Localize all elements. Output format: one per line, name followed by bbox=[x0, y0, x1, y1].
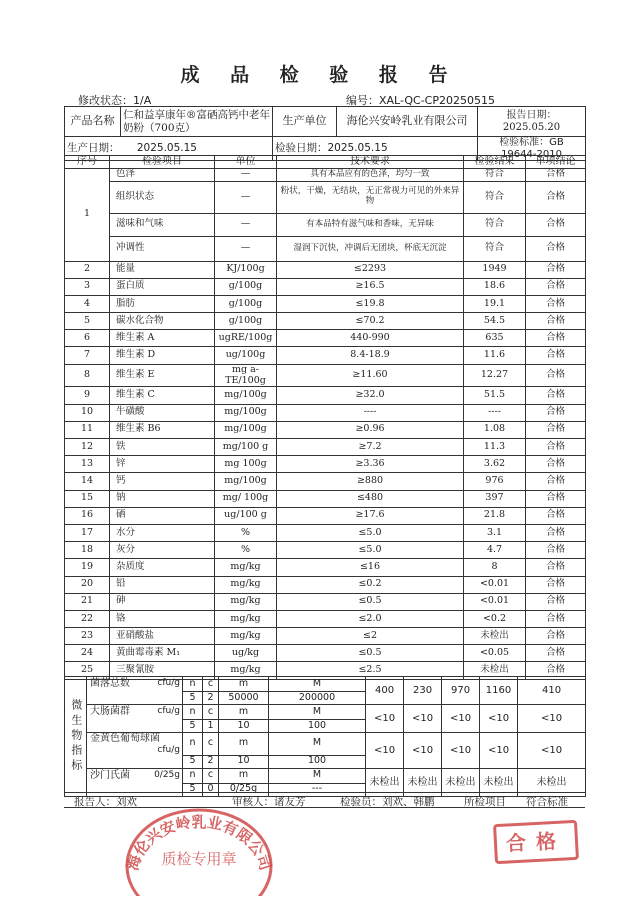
sampling-value: 200000 bbox=[269, 692, 366, 705]
row-unit: % bbox=[215, 524, 277, 541]
row-result: <0.2 bbox=[464, 610, 526, 627]
micro-table bbox=[64, 676, 586, 797]
row-conclusion: 合格 bbox=[526, 313, 586, 330]
column-header: 检验项目 bbox=[110, 156, 215, 169]
column-header: 单项结论 bbox=[526, 156, 586, 169]
row-result: 19.1 bbox=[464, 295, 526, 312]
table-row bbox=[65, 330, 586, 347]
table-row bbox=[65, 364, 586, 387]
reviewer: 审核人：诸友芳 bbox=[232, 796, 306, 808]
row-requirement: 湿润下沉快，冲调后无团块，杯底无沉淀 bbox=[277, 236, 464, 261]
inspection-date: 检验日期：2025.05.15 bbox=[273, 137, 478, 161]
micro-result: <10 bbox=[442, 705, 480, 733]
row-conclusion: 合格 bbox=[526, 456, 586, 473]
row-seq: 10 bbox=[65, 404, 110, 421]
table-row bbox=[65, 542, 586, 559]
row-result: 3.1 bbox=[464, 524, 526, 541]
row-item: 硒 bbox=[110, 507, 215, 524]
sampling-value: 1 bbox=[203, 720, 219, 733]
micro-result: 未检出 bbox=[442, 768, 480, 796]
row-requirement: ≤2.5 bbox=[277, 662, 464, 679]
row-requirement: ≤5.0 bbox=[277, 524, 464, 541]
seal-company-text: 海伦兴安岭乳业有限公司 bbox=[123, 812, 275, 873]
row-seq: 11 bbox=[65, 421, 110, 438]
row-result: <0.01 bbox=[464, 576, 526, 593]
row-unit: mg/kg bbox=[215, 610, 277, 627]
micro-item-unit: cfu/g bbox=[157, 678, 180, 689]
row-result: 未检出 bbox=[464, 628, 526, 645]
row-conclusion: 合格 bbox=[526, 404, 586, 421]
sampling-value: 50000 bbox=[219, 692, 269, 705]
row-item: 牛磺酸 bbox=[110, 404, 215, 421]
row-result: <0.01 bbox=[464, 593, 526, 610]
row-unit: mg/100g bbox=[215, 404, 277, 421]
row-seq: 25 bbox=[65, 662, 110, 679]
product-name-label: 产品名称 bbox=[65, 107, 121, 137]
row-unit: mg/kg bbox=[215, 628, 277, 645]
micro-result: 未检出 bbox=[404, 768, 442, 796]
row-seq: 14 bbox=[65, 473, 110, 490]
row-unit: — bbox=[215, 236, 277, 261]
micro-item bbox=[87, 677, 183, 692]
row-item: 钠 bbox=[110, 490, 215, 507]
sampling-value: 100 bbox=[269, 755, 366, 768]
row-item: 维生素 D bbox=[110, 347, 215, 364]
row-seq: 24 bbox=[65, 645, 110, 662]
row-requirement: ≥16.5 bbox=[277, 278, 464, 295]
row-unit: ug/100g bbox=[215, 347, 277, 364]
table-row bbox=[65, 490, 586, 507]
row-requirement: ≤5.0 bbox=[277, 542, 464, 559]
micro-result: <10 bbox=[518, 705, 586, 733]
row-item: 亚硝酸盐 bbox=[110, 628, 215, 645]
row-item: 维生素 E bbox=[110, 364, 215, 387]
row-unit: mg/kg bbox=[215, 576, 277, 593]
column-header: 单位 bbox=[215, 156, 277, 169]
table-row bbox=[65, 278, 586, 295]
micro-result: 970 bbox=[442, 677, 480, 705]
report-number: 编号：XAL-QC-CP20250515 bbox=[346, 94, 495, 107]
row-requirement: 有本品特有滋气味和香味，无异味 bbox=[277, 213, 464, 236]
table-row bbox=[65, 473, 586, 490]
row-item: 维生素 A bbox=[110, 330, 215, 347]
micro-item-spacer bbox=[87, 755, 183, 768]
column-header: 检验结果 bbox=[464, 156, 526, 169]
inspection-table bbox=[64, 155, 586, 680]
sampling-value: 10 bbox=[219, 720, 269, 733]
row-requirement: ≤0.5 bbox=[277, 593, 464, 610]
micro-result: <10 bbox=[404, 733, 442, 769]
row-seq: 20 bbox=[65, 576, 110, 593]
micro-item-name: 菌落总数 bbox=[90, 678, 130, 690]
row-seq: 18 bbox=[65, 542, 110, 559]
row-item: 水分 bbox=[110, 524, 215, 541]
row-unit: mg/ 100g bbox=[215, 490, 277, 507]
row-unit: mg/kg bbox=[215, 559, 277, 576]
table-row bbox=[65, 213, 586, 236]
row-unit: mg a-TE/100g bbox=[215, 364, 277, 387]
company-seal bbox=[120, 798, 278, 896]
row-seq: 16 bbox=[65, 507, 110, 524]
manufacturer-label: 生产单位 bbox=[273, 107, 337, 137]
items-checked: 所检项目 bbox=[464, 796, 506, 808]
row-unit: mg/kg bbox=[215, 662, 277, 679]
row-item: 三聚氰胺 bbox=[110, 662, 215, 679]
row-requirement: ≥3.36 bbox=[277, 456, 464, 473]
micro-result: <10 bbox=[366, 705, 404, 733]
micro-result: 1160 bbox=[480, 677, 518, 705]
sampling-header: M bbox=[269, 768, 366, 783]
table-row bbox=[65, 387, 586, 404]
row-requirement: ≤19.8 bbox=[277, 295, 464, 312]
row-seq: 21 bbox=[65, 593, 110, 610]
row-unit: — bbox=[215, 181, 277, 213]
row-seq: 6 bbox=[65, 330, 110, 347]
production-date-value: 2025.05.15 bbox=[136, 142, 197, 155]
conforms-standard: 符合标准 bbox=[526, 796, 568, 808]
sampling-header: m bbox=[219, 677, 269, 692]
table-row bbox=[65, 576, 586, 593]
revision-status: 修改状态：1/A bbox=[78, 94, 152, 107]
sampling-header: M bbox=[269, 705, 366, 720]
row-result: 未检出 bbox=[464, 662, 526, 679]
sampling-header: M bbox=[269, 733, 366, 756]
row-unit: — bbox=[215, 168, 277, 181]
column-header-row bbox=[65, 156, 586, 169]
row-seq: 23 bbox=[65, 628, 110, 645]
row-seq: 22 bbox=[65, 610, 110, 627]
sampling-value: 100 bbox=[269, 720, 366, 733]
row-unit: g/100g bbox=[215, 295, 277, 312]
row-conclusion: 合格 bbox=[526, 628, 586, 645]
row-item: 滋味和气味 bbox=[110, 213, 215, 236]
row-conclusion: 合格 bbox=[526, 295, 586, 312]
sampling-header: m bbox=[219, 733, 269, 756]
row-requirement: ≥32.0 bbox=[277, 387, 464, 404]
micro-result: 230 bbox=[404, 677, 442, 705]
row-result: 54.5 bbox=[464, 313, 526, 330]
row-result: 11.3 bbox=[464, 439, 526, 456]
table-row bbox=[65, 347, 586, 364]
row-unit: KJ/100g bbox=[215, 261, 277, 278]
row-item: 灰分 bbox=[110, 542, 215, 559]
row-item: 维生素 B6 bbox=[110, 421, 215, 438]
row-unit: g/100g bbox=[215, 278, 277, 295]
table-row bbox=[65, 168, 586, 181]
sampling-header: c bbox=[203, 677, 219, 692]
row-seq: 12 bbox=[65, 439, 110, 456]
row-seq: 15 bbox=[65, 490, 110, 507]
micro-result: <10 bbox=[480, 705, 518, 733]
row-conclusion: 合格 bbox=[526, 507, 586, 524]
table-row bbox=[65, 507, 586, 524]
table-row bbox=[65, 610, 586, 627]
micro-item-name: 金黄色葡萄球菌 bbox=[90, 733, 160, 744]
row-requirement: ≥11.60 bbox=[277, 364, 464, 387]
row-item: 冲调性 bbox=[110, 236, 215, 261]
row-conclusion: 合格 bbox=[526, 559, 586, 576]
table-row bbox=[65, 313, 586, 330]
micro-item-name: 沙门氏菌 bbox=[90, 770, 130, 782]
row-item: 脂肪 bbox=[110, 295, 215, 312]
table-row bbox=[65, 236, 586, 261]
sampling-value: 5 bbox=[183, 720, 203, 733]
sampling-value: 5 bbox=[183, 755, 203, 768]
row-requirement: ---- bbox=[277, 404, 464, 421]
row-requirement: 8.4-18.9 bbox=[277, 347, 464, 364]
row-seq: 19 bbox=[65, 559, 110, 576]
row-conclusion: 合格 bbox=[526, 168, 586, 181]
row-unit: ug/100 g bbox=[215, 507, 277, 524]
row-item: 蛋白质 bbox=[110, 278, 215, 295]
row-unit: % bbox=[215, 542, 277, 559]
row-unit: mg/kg bbox=[215, 593, 277, 610]
row-result: 1.08 bbox=[464, 421, 526, 438]
micro-row bbox=[65, 733, 586, 756]
row-requirement: ≤70.2 bbox=[277, 313, 464, 330]
micro-item bbox=[87, 705, 183, 720]
micro-item bbox=[87, 733, 183, 756]
row-item: 钙 bbox=[110, 473, 215, 490]
row-unit: mg 100g bbox=[215, 456, 277, 473]
row-result: <0.05 bbox=[464, 645, 526, 662]
table-row bbox=[65, 261, 586, 278]
column-header: 序号 bbox=[65, 156, 110, 169]
micro-row bbox=[65, 768, 586, 783]
row-result: 符合 bbox=[464, 168, 526, 181]
table-row bbox=[65, 456, 586, 473]
row-requirement: 440-990 bbox=[277, 330, 464, 347]
row-conclusion: 合格 bbox=[526, 181, 586, 213]
row-item: 能量 bbox=[110, 261, 215, 278]
sampling-header: n bbox=[183, 677, 203, 692]
row-item: 锌 bbox=[110, 456, 215, 473]
micro-item bbox=[87, 768, 183, 783]
header-table bbox=[64, 106, 586, 161]
row-seq: 7 bbox=[65, 347, 110, 364]
micro-row bbox=[65, 705, 586, 720]
micro-result: <10 bbox=[480, 733, 518, 769]
micro-row bbox=[65, 677, 586, 692]
sampling-value: 2 bbox=[203, 755, 219, 768]
row-result: 12.27 bbox=[464, 364, 526, 387]
sampling-header: M bbox=[269, 677, 366, 692]
row-conclusion: 合格 bbox=[526, 610, 586, 627]
micro-result: 未检出 bbox=[480, 768, 518, 796]
row-conclusion: 合格 bbox=[526, 387, 586, 404]
inspection-standard: 检验标准：GB 19644-2010 bbox=[478, 137, 586, 161]
row-result: ---- bbox=[464, 404, 526, 421]
row-seq: 5 bbox=[65, 313, 110, 330]
row-seq: 3 bbox=[65, 278, 110, 295]
row-item: 铅 bbox=[110, 576, 215, 593]
micro-result: <10 bbox=[366, 733, 404, 769]
row-unit: mg/100 g bbox=[215, 439, 277, 456]
row-conclusion: 合格 bbox=[526, 662, 586, 679]
micro-result: 未检出 bbox=[366, 768, 404, 796]
row-requirement: ≥7.2 bbox=[277, 439, 464, 456]
row-conclusion: 合格 bbox=[526, 576, 586, 593]
table-row bbox=[65, 628, 586, 645]
row-item: 黄曲霉毒素 M₁ bbox=[110, 645, 215, 662]
row-unit: — bbox=[215, 213, 277, 236]
row-seq: 8 bbox=[65, 364, 110, 387]
sampling-value: 10 bbox=[219, 755, 269, 768]
micro-item-unit: cfu/g bbox=[157, 744, 180, 755]
row-seq: 4 bbox=[65, 295, 110, 312]
sampling-value: 5 bbox=[183, 783, 203, 796]
row-requirement: ≥0.96 bbox=[277, 421, 464, 438]
table-row bbox=[65, 295, 586, 312]
sampling-value: 0 bbox=[203, 783, 219, 796]
table-row bbox=[65, 404, 586, 421]
row-item: 铁 bbox=[110, 439, 215, 456]
row-conclusion: 合格 bbox=[526, 645, 586, 662]
sampling-header: n bbox=[183, 768, 203, 783]
row-conclusion: 合格 bbox=[526, 278, 586, 295]
row-conclusion: 合格 bbox=[526, 236, 586, 261]
row-conclusion: 合格 bbox=[526, 261, 586, 278]
row-result: 11.6 bbox=[464, 347, 526, 364]
micro-item-spacer bbox=[87, 720, 183, 733]
row-requirement: ≤480 bbox=[277, 490, 464, 507]
row-conclusion: 合格 bbox=[526, 439, 586, 456]
table-row bbox=[65, 181, 586, 213]
row-requirement: ≥880 bbox=[277, 473, 464, 490]
sampling-value: 2 bbox=[203, 692, 219, 705]
row-conclusion: 合格 bbox=[526, 524, 586, 541]
row-conclusion: 合格 bbox=[526, 347, 586, 364]
row-conclusion: 合格 bbox=[526, 593, 586, 610]
table-row bbox=[65, 524, 586, 541]
row-seq: 9 bbox=[65, 387, 110, 404]
row-requirement: ≤16 bbox=[277, 559, 464, 576]
row-conclusion: 合格 bbox=[526, 490, 586, 507]
row-requirement: 粉状，干燥，无结块，无正常视力可见的外来异物 bbox=[277, 181, 464, 213]
manufacturer-value: 海伦兴安岭乳业有限公司 bbox=[337, 107, 478, 137]
sampling-header: m bbox=[219, 768, 269, 783]
sampling-header: c bbox=[203, 768, 219, 783]
row-result: 符合 bbox=[464, 213, 526, 236]
row-conclusion: 合格 bbox=[526, 542, 586, 559]
row-seq: 2 bbox=[65, 261, 110, 278]
sampling-header: c bbox=[203, 733, 219, 756]
row-seq: 1 bbox=[65, 168, 110, 261]
row-requirement: ≤2 bbox=[277, 628, 464, 645]
sampling-value: 5 bbox=[183, 692, 203, 705]
sampling-header: n bbox=[183, 705, 203, 720]
report-date: 报告日期：2025.05.20 bbox=[478, 107, 586, 137]
row-result: 符合 bbox=[464, 236, 526, 261]
row-result: 976 bbox=[464, 473, 526, 490]
row-seq: 17 bbox=[65, 524, 110, 541]
micro-result: 未检出 bbox=[518, 768, 586, 796]
sampling-value: --- bbox=[269, 783, 366, 796]
row-unit: mg/100g bbox=[215, 387, 277, 404]
row-item: 杂质度 bbox=[110, 559, 215, 576]
micro-item-unit: 0/25g bbox=[154, 770, 180, 781]
sampling-header: c bbox=[203, 705, 219, 720]
row-requirement: ≥17.6 bbox=[277, 507, 464, 524]
row-item: 铬 bbox=[110, 610, 215, 627]
sampling-header: n bbox=[183, 733, 203, 756]
row-result: 51.5 bbox=[464, 387, 526, 404]
row-requirement: ≤2.0 bbox=[277, 610, 464, 627]
row-unit: g/100g bbox=[215, 313, 277, 330]
row-item: 组织状态 bbox=[110, 181, 215, 213]
column-header: 技术要求 bbox=[277, 156, 464, 169]
row-result: 8 bbox=[464, 559, 526, 576]
reporter: 报告人：刘欢 bbox=[74, 796, 137, 808]
inspector: 检验员：刘欢、韩鹏 bbox=[340, 796, 435, 808]
row-result: 4.7 bbox=[464, 542, 526, 559]
row-item: 砷 bbox=[110, 593, 215, 610]
row-requirement: ≤0.2 bbox=[277, 576, 464, 593]
row-conclusion: 合格 bbox=[526, 213, 586, 236]
pass-stamp: 合格 bbox=[493, 820, 579, 864]
row-unit: mg/100g bbox=[215, 473, 277, 490]
row-requirement: 具有本品应有的色泽，均匀一致 bbox=[277, 168, 464, 181]
table-row bbox=[65, 559, 586, 576]
sampling-header: m bbox=[219, 705, 269, 720]
row-seq: 13 bbox=[65, 456, 110, 473]
micro-result: <10 bbox=[442, 733, 480, 769]
report-title: 成 品 检 验 报 告 bbox=[180, 64, 460, 86]
micro-item-unit: cfu/g bbox=[157, 706, 180, 717]
row-result: 1949 bbox=[464, 261, 526, 278]
micro-result: 400 bbox=[366, 677, 404, 705]
micro-item-spacer bbox=[87, 692, 183, 705]
row-result: 21.8 bbox=[464, 507, 526, 524]
row-conclusion: 合格 bbox=[526, 364, 586, 387]
micro-result: 410 bbox=[518, 677, 586, 705]
micro-item-name: 大肠菌群 bbox=[90, 706, 130, 718]
row-conclusion: 合格 bbox=[526, 421, 586, 438]
table-row bbox=[65, 421, 586, 438]
row-requirement: ≤2293 bbox=[277, 261, 464, 278]
row-unit: ugRE/100g bbox=[215, 330, 277, 347]
product-name-value: 仁和益享康年®富硒高钙中老年奶粉（700克） bbox=[121, 107, 273, 137]
row-unit: ug/kg bbox=[215, 645, 277, 662]
row-result: 18.6 bbox=[464, 278, 526, 295]
table-row bbox=[65, 439, 586, 456]
production-date-label: 生产日期： bbox=[67, 142, 120, 155]
micro-label: 微生物指标 bbox=[65, 677, 87, 797]
row-result: 397 bbox=[464, 490, 526, 507]
row-result: 符合 bbox=[464, 181, 526, 213]
micro-result: <10 bbox=[404, 705, 442, 733]
seal-purpose-text: 质检专用章 bbox=[161, 850, 237, 868]
sampling-value: 0/25g bbox=[219, 783, 269, 796]
row-item: 色泽 bbox=[110, 168, 215, 181]
table-row bbox=[65, 593, 586, 610]
row-result: 635 bbox=[464, 330, 526, 347]
row-requirement: ≤0.5 bbox=[277, 645, 464, 662]
row-conclusion: 合格 bbox=[526, 330, 586, 347]
row-result: 3.62 bbox=[464, 456, 526, 473]
row-item: 维生素 C bbox=[110, 387, 215, 404]
row-unit: mg/100g bbox=[215, 421, 277, 438]
row-item: 碳水化合物 bbox=[110, 313, 215, 330]
row-conclusion: 合格 bbox=[526, 473, 586, 490]
table-row bbox=[65, 645, 586, 662]
micro-result: <10 bbox=[518, 733, 586, 769]
